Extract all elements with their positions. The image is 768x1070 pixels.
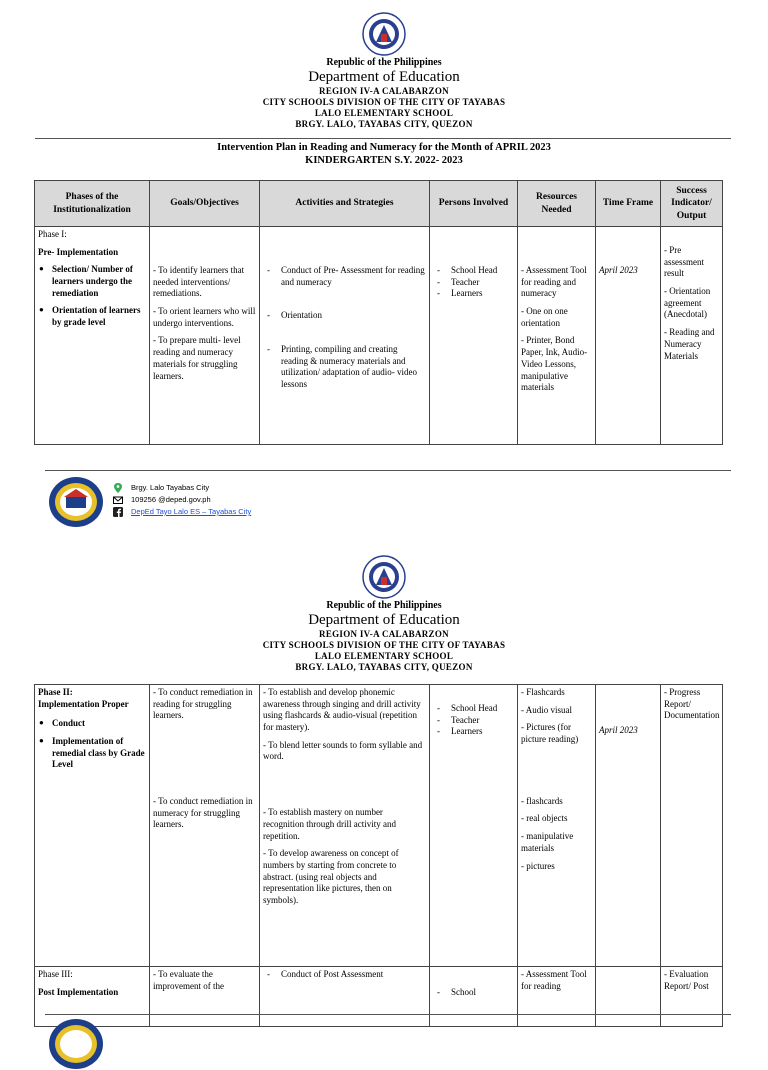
school-text-page2: LALO ELEMENTARY SCHOOL (314, 651, 454, 661)
phase1-goal-3: - To prepare multi- level reading and numeracy materials for struggling learners. (153, 335, 241, 381)
footer-address-row (113, 482, 251, 494)
phase1-resource-3: - Printer, Bond Paper, Ink, Audio- Video Lessons, manipulative materials (521, 335, 588, 393)
phase1-person-3: - Learners (433, 288, 514, 300)
phase2-resource-5: - real objects (521, 813, 568, 824)
phase2-activity-2: - To blend letter sounds to form syllable and word. (263, 739, 423, 762)
phase3-activity-cell (260, 967, 430, 1027)
phase1-success-cell (661, 227, 723, 445)
col-header-goals: Goals/Objectives (150, 181, 260, 227)
phase1-cell (35, 227, 150, 445)
col-header-time: Time Frame (596, 181, 661, 227)
division-text-page2: CITY SCHOOLS DIVISION OF THE CITY OF TAYABAS (262, 640, 506, 650)
phase2-resources-cell (518, 685, 596, 967)
footer-email-row (113, 494, 251, 506)
division-text: CITY SCHOOLS DIVISION OF THE CITY OF TAYABAS (262, 97, 506, 107)
table-header-row (35, 181, 723, 227)
plan-title (0, 142, 768, 167)
phase3-success-cell: - Evaluation Report/ Post (661, 967, 723, 1027)
phase3-goal-cell: - To evaluate the improvement of the (150, 967, 260, 1027)
republic-text-page2: Republic of the Philippines (326, 600, 442, 611)
footer-divider (45, 470, 731, 471)
phase1-resources-cell (518, 227, 596, 445)
phase2-goal-numeracy: - To conduct remediation in numeracy for struggling learners. (153, 796, 253, 830)
phase1-bullet-2: ● Orientation of learners by grade level (38, 305, 146, 328)
phase2-resource-4: - flashcards (521, 795, 563, 806)
header-divider (35, 138, 731, 139)
republic-text: Republic of the Philippines (326, 57, 442, 68)
region-text: REGION IV-A CALABARZON (319, 86, 449, 96)
phase2-resource-7: - pictures (521, 860, 555, 871)
phase1-activity-3: - Printing, compiling and creating reading & numeracy materials and utilization/ adaptation of audio- video lessons (263, 344, 426, 391)
region-text-page2: REGION IV-A CALABARZON (319, 629, 449, 639)
footer-facebook-link[interactable]: DepEd Tayo Lalo ES – Tayabas City (131, 507, 252, 516)
phase2-person-1: - School Head (433, 703, 514, 715)
phase2-person-3: - Learners (433, 726, 514, 738)
col-header-success: Success Indicator/ Output (661, 181, 723, 227)
deped-seal-icon-page2 (362, 555, 406, 599)
phase1-success-3: - Reading and Numeracy Materials (664, 327, 715, 361)
phase1-goal-1: - To identify learners that needed interventions/ remediations. (153, 265, 245, 299)
intervention-table-page2 (34, 684, 723, 1027)
phase3-time-cell (596, 967, 661, 1027)
department-text-page2: Department of Education (308, 612, 460, 628)
phase3-person: - School (433, 987, 514, 999)
phase1-activities-cell (260, 227, 430, 445)
phase2-person-2: - Teacher (433, 715, 514, 727)
phase2-success-cell: - Progress Report/ Documentation (661, 685, 723, 967)
phase2-label: Phase II: (38, 687, 73, 697)
phase3-label: Phase III: (38, 969, 73, 979)
phase1-goals-cell (150, 227, 260, 445)
phase1-bullet-1: ● Selection/ Number of learners undergo the remediation (38, 264, 146, 299)
phase2-goals-cell (150, 685, 260, 967)
footer-divider-page2 (45, 1014, 731, 1015)
letterhead (0, 58, 768, 129)
col-header-persons: Persons Involved (430, 181, 518, 227)
col-header-activities: Activities and Strategies (260, 181, 430, 227)
phase2-persons-cell (430, 685, 518, 967)
phase1-time-cell: April 2023 (596, 227, 661, 445)
phase2-bullet-1: ● Conduct (38, 718, 146, 730)
footer-contact (113, 482, 251, 518)
map-pin-icon (113, 483, 123, 493)
phase1-resource-2: - One on one orientation (521, 306, 568, 328)
table-row-phase2 (35, 685, 723, 967)
footer-facebook-row (113, 506, 251, 518)
phase1-label: Phase I: (38, 229, 67, 239)
footer-email: 109256 @deped.gov.ph (131, 495, 211, 504)
phase2-bullet-2: ● Implementation of remedial class by Grade Level (38, 736, 146, 771)
address-text: BRGY. LALO, TAYABAS CITY, QUEZON (295, 119, 473, 129)
phase1-name: Pre- Implementation (38, 246, 119, 257)
phase2-cell (35, 685, 150, 967)
school-logo-icon-page2 (48, 1018, 104, 1070)
phase2-activities-cell (260, 685, 430, 967)
phase1-success-1: - Pre assessment result (664, 245, 704, 279)
plan-title-line2: KINDERGARTEN S.Y. 2022- 2023 (305, 154, 463, 166)
phase2-resource-3: - Pictures (for picture reading) (521, 722, 579, 745)
phase1-activity-2: - Orientation (263, 310, 426, 322)
mail-icon (113, 495, 123, 505)
phase3-resource-cell: - Assessment Tool for reading (518, 967, 596, 1027)
col-header-resources: Resources Needed (518, 181, 596, 227)
phase2-resource-6: - manipulative materials (521, 831, 574, 853)
phase2-time-cell: April 2023 (596, 685, 661, 967)
phase2-activity-1: - To establish and develop phonemic awareness through singing and drill activity using flashcards & audio-visual (repetition for mastery). (263, 687, 421, 733)
phase1-activity-1: - Conduct of Pre- Assessment for reading and numeracy (263, 265, 426, 288)
phase1-success-2: - Orientation agreement (Anecdotal) (664, 286, 711, 320)
phase3-activity: - Conduct of Post Assessment (263, 969, 426, 981)
phase2-activity-4: - To develop awareness on concept of numbers by starting from concrete to abstract. (using real objects and representation like pictures, then on symbols). (263, 848, 399, 905)
phase2-resource-2: - Audio visual (521, 704, 572, 715)
table-row-phase1 (35, 227, 723, 445)
phase2-activity-3: - To establish mastery on number recognition through drill activity and repetition. (263, 807, 396, 841)
school-text: LALO ELEMENTARY SCHOOL (314, 108, 454, 118)
address-text-page2: BRGY. LALO, TAYABAS CITY, QUEZON (295, 662, 473, 672)
intervention-table-page1 (34, 180, 723, 445)
phase1-persons-cell (430, 227, 518, 445)
phase2-resource-1: - Flashcards (521, 687, 565, 697)
footer-page2 (45, 1014, 731, 1015)
phase3-name: Post Implementation (38, 986, 119, 997)
plan-title-line1: Intervention Plan in Reading and Numeracy for the Month of APRIL 2023 (217, 142, 551, 153)
phase1-resource-1: - Assessment Tool for reading and numeracy (521, 265, 587, 299)
phase2-goal-reading: - To conduct remediation in reading for struggling learners. (153, 687, 253, 721)
department-text: Department of Education (308, 69, 460, 85)
phase2-name: Implementation Proper (38, 698, 129, 709)
phase1-person-2: - Teacher (433, 277, 514, 289)
deped-seal-icon (362, 12, 406, 56)
footer-address: Brgy. Lalo Tayabas City (131, 483, 210, 492)
facebook-icon (113, 507, 123, 517)
phase3-person-cell (430, 967, 518, 1027)
letterhead-page2 (0, 601, 768, 672)
phase1-goal-2: - To orient learners who will undergo interventions. (153, 306, 256, 328)
school-logo-icon (48, 476, 104, 528)
col-header-phases: Phases of the Institutionalization (35, 181, 150, 227)
footer-page1 (45, 470, 731, 516)
phase1-person-1: - School Head (433, 265, 514, 277)
table-row-phase3 (35, 967, 723, 1027)
